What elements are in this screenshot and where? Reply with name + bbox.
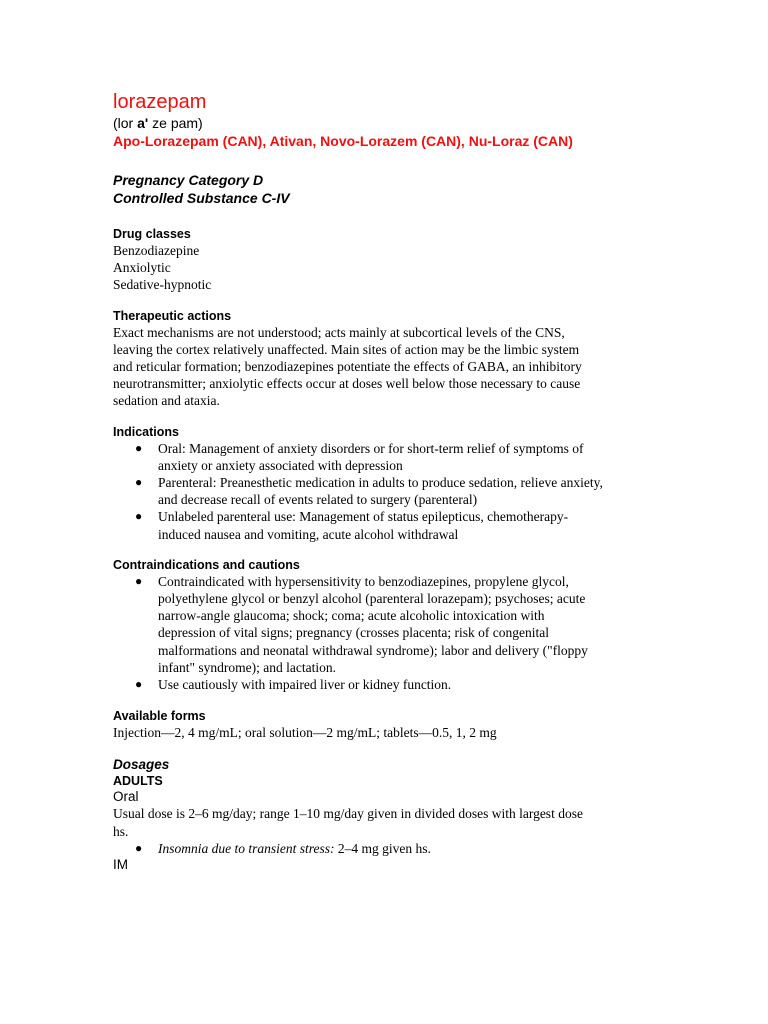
brand-names: Apo-Lorazepam (CAN), Ativan, Novo-Lorazem (CAN), Nu-Loraz (CAN) [113, 133, 573, 149]
indications-list [113, 440, 673, 543]
text-line: sedation and ataxia. [113, 393, 220, 409]
pronunciation [113, 114, 673, 132]
pregnancy-category: Pregnancy Category D [113, 172, 264, 188]
dosages-heading: Dosages [113, 757, 170, 773]
text-line: Unlabeled parenteral use: Management of status epilepticus, chemotherapy- [158, 509, 569, 525]
bullet-icon: ● [135, 440, 143, 455]
route-oral: Oral [113, 789, 139, 805]
text-line: polyethylene glycol or benzyl alcohol (parenteral lorazepam); psychoses; acute [158, 591, 586, 607]
list-item [113, 573, 673, 676]
text-line: Parenteral: Preanesthetic medication in adults to produce sedation, relieve anxiety, [158, 475, 603, 491]
text-line: malformations and neonatal withdrawal syndrome); labor and delivery ("floppy [158, 642, 588, 658]
list-item [113, 474, 673, 508]
text-line: and decrease recall of events related to surgery (parenteral) [158, 492, 478, 508]
text-line: Contraindicated with hypersensitivity to benzodiazepines, propylene glycol, [158, 573, 569, 589]
route-im: IM [113, 857, 128, 873]
text-line: leaving the cortex relatively unaffected. Main sites of action may be the limbic system [113, 341, 580, 357]
list-item [113, 440, 673, 474]
bullet-icon: ● [135, 509, 143, 524]
bullet-icon: ● [135, 475, 143, 490]
drug-name: lorazepam [113, 91, 207, 113]
pronunciation-post: ze pam) [148, 115, 203, 131]
therapeutic-actions-heading: Therapeutic actions [113, 308, 232, 323]
contraindications-list [113, 573, 673, 693]
contraindications-heading: Contraindications and cautions [113, 557, 300, 572]
indications-heading: Indications [113, 424, 179, 439]
text-line: narrow-angle glaucoma; shock; coma; acute alcoholic intoxication with [158, 608, 545, 624]
list-item [113, 676, 673, 693]
drug-class-item: Anxiolytic [113, 260, 171, 276]
monograph-content [113, 90, 673, 873]
adults-heading: ADULTS [113, 774, 163, 789]
text-line: hs. [113, 823, 129, 839]
text-line: neurotransmitter; anxiolytic effects occur at doses well below those necessary to cause [113, 376, 581, 392]
therapeutic-actions-text [113, 324, 673, 410]
text-line: Use cautiously with impaired liver or kidney function. [158, 677, 452, 693]
text-line: Oral: Management of anxiety disorders or for short-term relief of symptoms of [158, 440, 584, 456]
insomnia-label: Insomnia due to transient stress: [158, 840, 335, 856]
pronunciation-pre: (lor [113, 115, 138, 131]
list-item [113, 508, 673, 542]
bullet-icon: ● [135, 677, 143, 692]
drug-class-item: Sedative-hypnotic [113, 277, 212, 293]
insomnia-dose: 2–4 mg given hs. [334, 840, 431, 856]
drug-classes-heading: Drug classes [113, 227, 191, 241]
dosage-list [113, 840, 673, 857]
text-line: depression of vital signs; pregnancy (crosses placenta; risk of congenital [158, 625, 550, 641]
available-forms-text: Injection—2, 4 mg/mL; oral solution—2 mg/mL; tablets—0.5, 1, 2 mg [113, 725, 497, 741]
bullet-icon: ● [135, 840, 143, 855]
controlled-substance: Controlled Substance C-IV [113, 190, 290, 206]
bullet-icon: ● [135, 573, 143, 588]
text-line: infant" syndrome); and lactation. [158, 659, 336, 675]
pronunciation-stress: a' [137, 115, 149, 131]
list-item [113, 840, 673, 857]
text-line: anxiety or anxiety associated with depression [158, 457, 403, 473]
text-line: induced nausea and vomiting, acute alcohol withdrawal [158, 526, 459, 542]
drug-class-item: Benzodiazepine [113, 243, 200, 258]
text-line: Exact mechanisms are not understood; acts mainly at subcortical levels of the CNS, [113, 324, 565, 340]
text-line: Usual dose is 2–6 mg/day; range 1–10 mg/day given in divided doses with largest dose [113, 806, 583, 822]
available-forms-heading: Available forms [113, 709, 206, 724]
text-line: and reticular formation; benzodiazepines potentiate the effects of GABA, an inhibitory [113, 359, 582, 375]
